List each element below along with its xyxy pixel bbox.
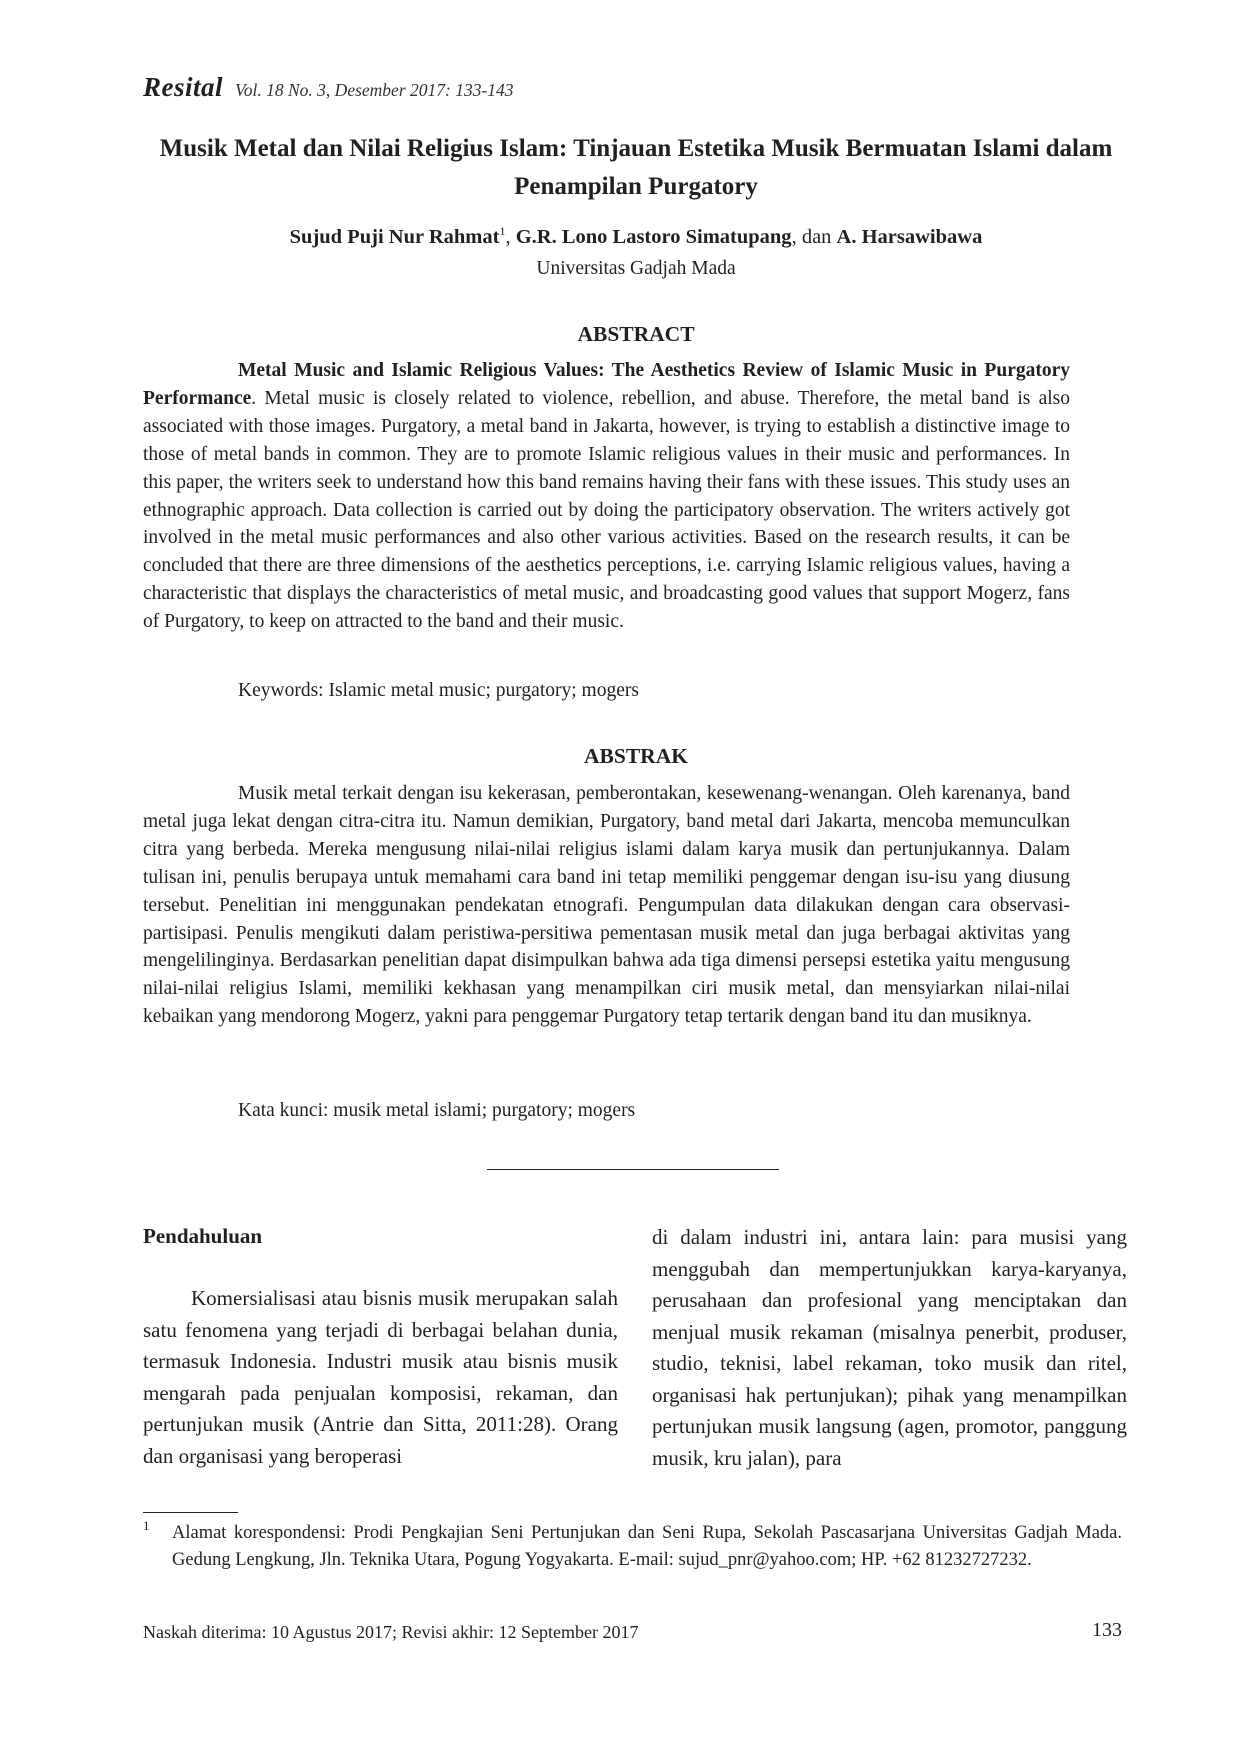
body-column-right: di dalam industri ini, antara lain: para musisi yang menggubah dan mempertunjukkan karya-karyanya, perusahaan dan profesional yang menciptakan dan menjual musik rekaman (misalnya penerbit, produser, studio, teknisi, label rekaman, toko musik dan ritel, organisasi hak pertunjukan); pihak yang menampilkan pertunjukan musik langsung (agen, promotor, panggung musik, kru jalan), para [652, 1225, 1127, 1470]
author-list [150, 224, 1122, 249]
abstract-body [143, 357, 1070, 636]
issue-info: Vol. 18 No. 3, Desember 2017: 133-143 [235, 80, 514, 100]
author-name: G.R. Lono Lastoro Simatupang [515, 225, 792, 248]
keywords: Keywords: Islamic metal music; purgatory; mogers [238, 680, 639, 701]
abstract-text: . Metal music is closely related to violence, rebellion, and abuse. Therefore, the metal band is also associated with those images. Purgatory, a metal band in Jakarta, however, is trying to establish a distinctive image to those of metal bands in common. They are to promote Islamic religious values in their music and performances. In this paper, the writers seek to understand how this band remains having their fans with these issues. This study uses an ethnographic approach. Data collection is carried out by doing the participatory observation. The writers actively got involved in the metal music performances and also other various activities. Based on the research results, it can be concluded that there are three dimensions of the aesthetics perceptions, i.e. carrying Islamic religious values, having a characteristic that displays the characteristics of metal music, and broadcasting good values that support Mogerz, fans of Purgatory, to keep on attracted to the band and their music. [143, 387, 1070, 633]
abstract-lead: Metal Music and Islamic Religious Values: The Aesthetics Review of Islamic Music in Purgatory Performance [143, 360, 1070, 409]
section-heading: Pendahuluan [143, 1224, 263, 1248]
footnote-mark: 1 [143, 1518, 150, 1533]
abstrak-heading: ABSTRAK [584, 744, 688, 768]
footnote-ref: 1 [499, 224, 506, 238]
footnote-text: Alamat korespondensi: Prodi Pengkajian Seni Pertunjukan dan Seni Rupa, Sekolah Pascasarjana Universitas Gadjah Mada. Gedung Lengkung, Jln. Teknika Utara, Pogung Yogyakarta. E-mail: sujud_pnr@yahoo.com; HP. +62 81232727232. [172, 1523, 1122, 1570]
author-name: A. Harsawibawa [836, 225, 983, 248]
affiliation: Universitas Gadjah Mada [536, 258, 736, 279]
abstract-heading: ABSTRACT [577, 322, 695, 346]
running-header [143, 72, 514, 103]
author-separator: , dan [791, 225, 837, 248]
section-divider [487, 1169, 779, 1170]
received-dates: Naskah diterima: 10 Agustus 2017; Revisi akhir: 12 September 2017 [143, 1622, 639, 1642]
footnote-rule [143, 1512, 238, 1513]
kata-kunci: Kata kunci: musik metal islami; purgatory; mogers [238, 1100, 636, 1121]
author-name: Sujud Puji Nur Rahmat [289, 225, 500, 248]
journal-logo: Resital [143, 72, 224, 102]
page-number: 133 [1092, 1619, 1122, 1641]
author-separator: , [505, 225, 516, 248]
body-column-left: Komersialisasi atau bisnis musik merupakan salah satu fenomena yang terjadi di berbagai belahan dunia, termasuk Indonesia. Industri musik atau bisnis musik mengarah pada penjualan komposisi, rekaman, dan pertunjukan musik (Antrie dan Sitta, 2011:28). Orang dan organisasi yang beroperasi [143, 1286, 618, 1468]
abstrak-body: Musik metal terkait dengan isu kekerasan, pemberontakan, kesewenang-wenangan. Oleh karenanya, band metal juga lekat dengan citra-citra itu. Namun demikian, Purgatory, band metal dari Jakarta, mencoba memunculkan citra yang berbeda. Mereka mengusung nilai-nilai religius islami dalam karya musik dan pertunjukannya. Dalam tulisan ini, penulis berupaya untuk memahami cara band ini tetap memiliki penggemar dengan isu-isu yang diusung tersebut. Penelitian ini menggunakan pendekatan etnografi. Pengumpulan data dilakukan dengan cara observasi-partisipasi. Penulis mengikuti dalam peristiwa-persitiwa pementasan musik metal dan juga berbagai aktivitas yang mengelilinginya. Berdasarkan penelitian dapat disimpulkan bahwa ada tiga dimensi persepsi estetika yaitu mengusung nilai-nilai religius Islami, memiliki kekhasan yang menampilkan ciri musik metal, dan mensyiarkan nilai-nilai kebaikan yang mendorong Mogerz, yakni para penggemar Purgatory tetap tertarik dengan band itu dan musiknya. [143, 783, 1070, 1028]
article-title: Musik Metal dan Nilai Religius Islam: Tinjauan Estetika Musik Bermuatan Islami dalam Penampilan Purgatory [159, 135, 1113, 200]
